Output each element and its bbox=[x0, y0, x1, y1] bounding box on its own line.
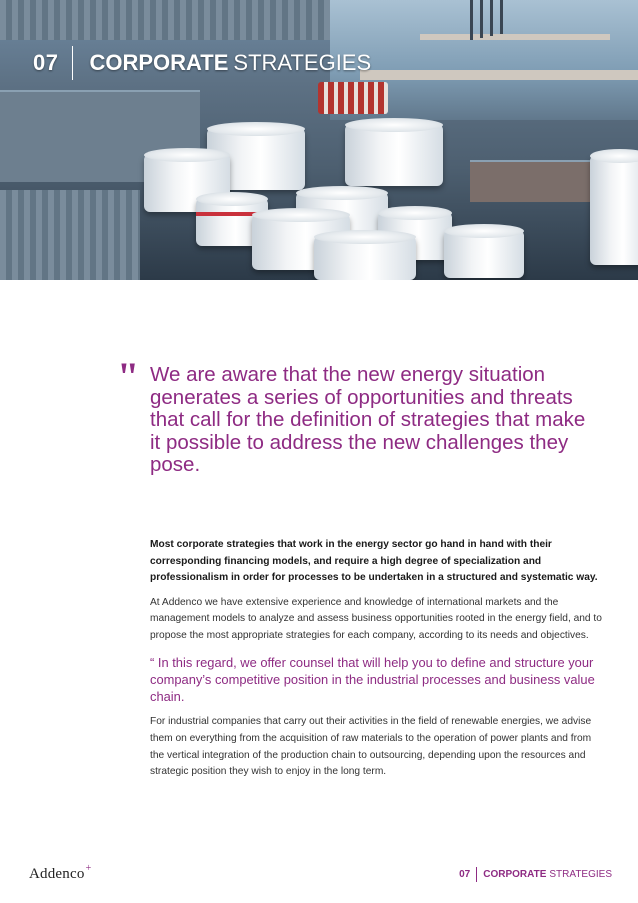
logo-star-icon: + bbox=[85, 863, 92, 874]
body-paragraph: At Addenco we have extensive experience and knowledge of international markets and the management models to analyze and assess business opportunities rooted in the energy field, and to propose the most appropriate strategies for each company, according to its needs and objectives. bbox=[150, 596, 602, 641]
hero-tank bbox=[345, 124, 443, 186]
hero-pier bbox=[420, 34, 610, 40]
title-bold: CORPORATE bbox=[89, 50, 229, 75]
footer-divider bbox=[476, 867, 477, 882]
hero-chimney bbox=[470, 0, 473, 40]
pull-quote: We are aware that the new energy situation generates a series of opportunities and threats that call for the definition of strategies that make it possible to address the new challenges they pose. bbox=[150, 363, 586, 477]
title-divider bbox=[72, 46, 73, 80]
hero-tank bbox=[444, 230, 524, 278]
hero-tank bbox=[314, 236, 416, 280]
hero-pipes bbox=[318, 82, 388, 114]
section-number: 07 bbox=[33, 50, 59, 75]
hero-chimney bbox=[480, 0, 483, 38]
hero-chimney bbox=[490, 0, 493, 36]
lead-paragraph: Most corporate strategies that work in the energy sector go hand in hand with their corresponding financing models, and require a high degree of specialization and professionalism in order for processes to be undertaken in a structured and systematic way. bbox=[150, 539, 598, 584]
footer-section-number: 07 bbox=[459, 869, 471, 880]
hero-warehouse bbox=[470, 160, 590, 202]
quote-mark-icon: " bbox=[117, 354, 140, 399]
footer-section-label bbox=[459, 867, 612, 882]
hero-photo bbox=[0, 0, 638, 280]
body-content bbox=[150, 537, 605, 790]
hero-chimney bbox=[500, 0, 503, 34]
logo-text: Addenco bbox=[29, 866, 85, 882]
inline-quote: “ In this regard, we offer counsel that will help you to define and structure your company’s competitive position in the industrial processes and business value chain. bbox=[150, 654, 595, 705]
footer-title-light: STRATEGIES bbox=[549, 869, 612, 880]
page-title bbox=[33, 46, 371, 80]
footer-title-bold: CORPORATE bbox=[483, 869, 547, 880]
hero-buildings bbox=[0, 0, 330, 40]
hero-buildings bbox=[0, 190, 140, 280]
hero-tank bbox=[590, 155, 638, 265]
hero-pier bbox=[360, 70, 638, 80]
body-paragraph: For industrial companies that carry out their activities in the field of renewable energies, we advise them on everything from the acquisition of raw materials to the operation of power plants and from the vertical integration of the production chain to outsourcing, depending upon the resources and strategic position they wish to enjoy in the long term. bbox=[150, 716, 592, 778]
addenco-logo bbox=[29, 863, 92, 883]
title-light: STRATEGIES bbox=[233, 50, 372, 75]
